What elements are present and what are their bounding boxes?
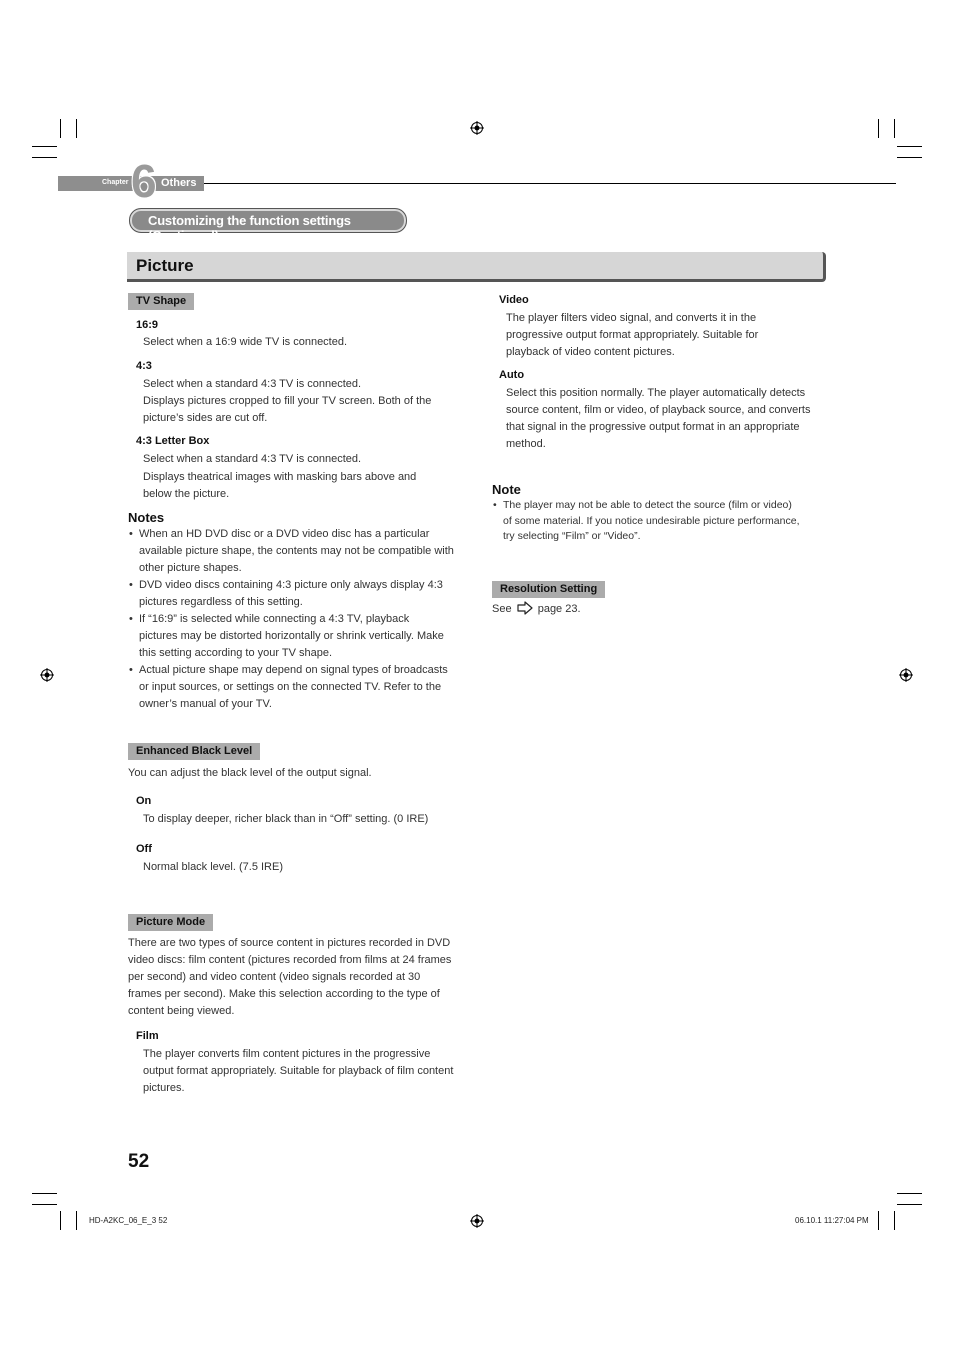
option-desc: The player converts film content pictures in the progressive output format appropriately. Suitable for playback of film content pictures. — [143, 1048, 454, 1094]
option-desc: Select when a 16:9 wide TV is connected. — [143, 336, 348, 348]
option-desc: Select when a standard 4:3 TV is connected. — [143, 453, 362, 465]
option-label: 4:3 Letter Box — [136, 435, 210, 447]
crop-mark — [897, 146, 922, 147]
crop-mark — [60, 119, 61, 138]
option-desc: Displays pictures cropped to fill your TV screen. Both of the picture’s sides are cut off. — [143, 395, 432, 424]
chapter-name: Others — [161, 177, 197, 189]
black-level-intro: You can adjust the black level of the output signal. — [128, 767, 372, 779]
page-number: 52 — [128, 1151, 150, 1172]
registration-mark-icon — [470, 1214, 484, 1228]
notes-heading: Notes — [128, 510, 165, 525]
crop-mark — [894, 119, 895, 138]
option-label: 16:9 — [136, 319, 159, 331]
option-desc: Select this position normally. The player automatically detects source content, film or video, of playback source, and converts that signal in the progressive output format in an appropriate method. — [506, 387, 811, 450]
chapter-rule — [204, 183, 896, 184]
picture-mode-intro: There are two types of source content in pictures recorded in DVD video discs: film content (pictures recorded from films at 24 frames per second) and video content (video signals recorded at 30 frames per second). Make this selection according to the type of content being viewed. — [128, 937, 452, 1017]
note-item: • When an HD DVD disc or a DVD video disc has a particular available picture shape, the contents may not be compatible with other picture shapes. — [129, 528, 454, 574]
page-link[interactable]: page 23. — [537, 603, 581, 615]
section-bar — [127, 252, 826, 282]
option-desc: Select when a standard 4:3 TV is connected. — [143, 378, 362, 390]
option-desc: The player filters video signal, and converts it in the progressive output format appropriately. Suitable for playback of video content pictures. — [506, 312, 759, 358]
note-item: • If “16:9” is selected while connecting a 4:3 TV, playback pictures may be distorted horizontally or shrink vertically. Make this setting according to your TV shape. — [129, 613, 444, 659]
crop-mark — [894, 1211, 895, 1230]
option-label: Auto — [499, 369, 525, 381]
crop-mark — [897, 157, 922, 158]
resolution-ref — [492, 601, 692, 618]
see-text: See — [492, 603, 512, 615]
crop-mark — [32, 1204, 57, 1205]
black-level-tag: Enhanced Black Level — [128, 743, 260, 760]
crop-mark — [60, 1211, 61, 1230]
crop-mark — [897, 1193, 922, 1194]
registration-mark-icon — [40, 668, 54, 682]
registration-mark-icon — [470, 121, 484, 135]
crop-mark — [878, 119, 879, 138]
option-label: Video — [499, 294, 529, 306]
crop-mark — [878, 1211, 879, 1230]
picture-mode-tag: Picture Mode — [128, 914, 213, 931]
option-label: Film — [136, 1030, 159, 1042]
footer-timestamp: 06.10.1 11:27:04 PM — [795, 1216, 869, 1225]
crop-mark — [76, 119, 77, 138]
option-desc: Normal black level. (7.5 IRE) — [143, 861, 283, 873]
registration-mark-icon — [899, 668, 913, 682]
section-pill — [129, 208, 407, 243]
page-reference-arrow-icon — [517, 601, 533, 615]
note-item: • DVD video discs containing 4:3 picture only always display 4:3 pictures regardless of this setting. — [129, 579, 443, 608]
option-label: On — [136, 795, 152, 807]
chapter-number: 6 — [131, 155, 157, 207]
section-title: Picture — [136, 256, 194, 275]
crop-mark — [32, 157, 57, 158]
crop-mark — [32, 1193, 57, 1194]
note-item: • Actual picture shape may depend on signal types of broadcasts or input sources, or settings on the connected TV. Refer to the owner’s manual of your TV. — [129, 664, 448, 710]
pill-title: Customizing the function settings (Continued) — [148, 213, 351, 243]
crop-mark — [897, 1204, 922, 1205]
note-heading: Note — [492, 482, 521, 497]
crop-mark — [32, 146, 57, 147]
option-desc: To display deeper, richer black than in “Off” setting. (0 IRE) — [143, 813, 429, 825]
crop-mark — [76, 1211, 77, 1230]
note-item: • The player may not be able to detect the source (film or video) of some material. If you notice undesirable picture performance, try selecting “Film” or “Video”. — [493, 499, 800, 542]
option-label: Off — [136, 843, 152, 855]
chapter-word: Chapter — [102, 179, 129, 186]
footer-file-info: HD-A2KC_06_E_3 52 — [89, 1216, 168, 1225]
option-label: 4:3 — [136, 360, 152, 372]
tv-shape-tag: TV Shape — [128, 293, 194, 310]
option-desc: Displays theatrical images with masking bars above and below the picture. — [143, 471, 417, 500]
resolution-tag: Resolution Setting — [492, 581, 605, 598]
